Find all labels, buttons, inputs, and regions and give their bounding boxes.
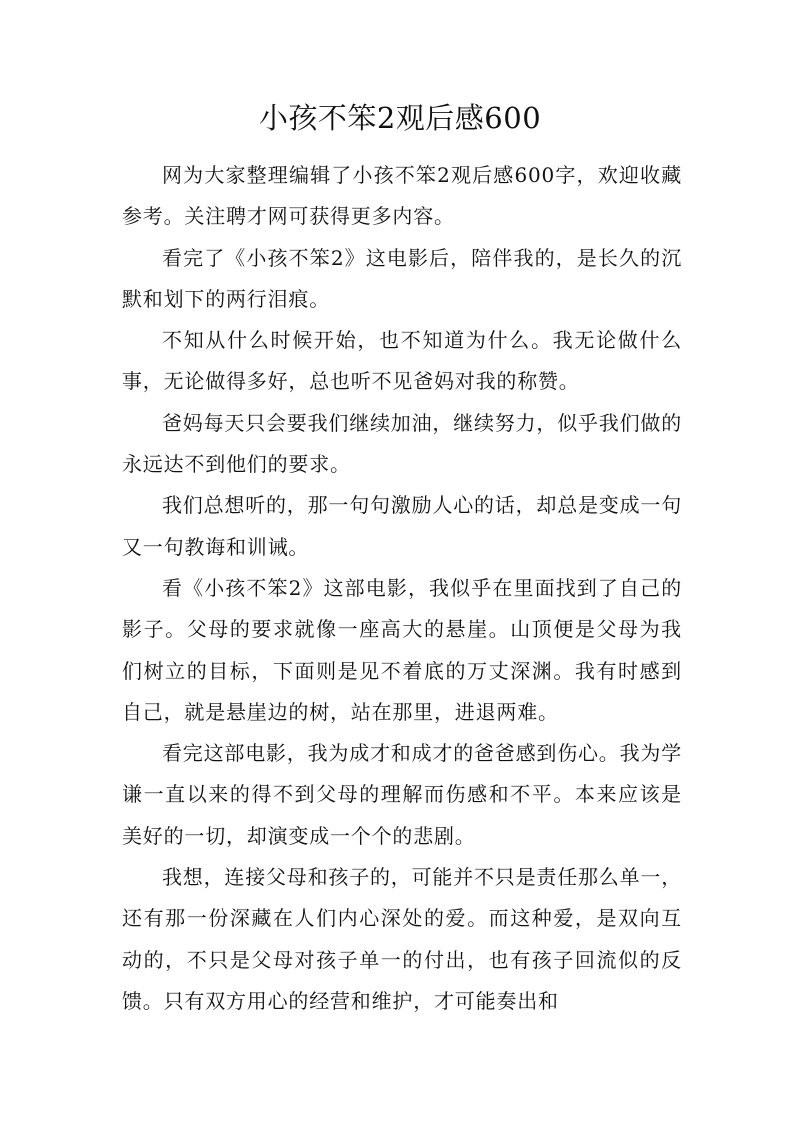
paragraph: 我想，连接父母和孩子的，可能并不只是责任那么单一，还有那一份深藏在人们内心深处的爱。而这种爱，是双向互动的，不只是父母对孩子单一的付出，也有孩子回流似的反馈。只有双方用心的经营和维护，才可能奏出和 [122, 865, 682, 1013]
paragraph: 看完这部电影，我为成才和成才的爸爸感到伤心。我为学谦一直以来的得不到父母的理解而伤感和不平。本来应该是美好的一切，却演变成一个个的悲剧。 [122, 741, 682, 848]
paragraph: 看《小孩不笨2》这部电影，我似乎在里面找到了自己的影子。父母的要求就像一座高大的悬崖。山顶便是父母为我们树立的目标，下面则是见不着底的万丈深渊。我有时感到自己，就是悬崖边的树，站在那里，进退两难。 [122, 575, 682, 724]
paragraph: 网为大家整理编辑了小孩不笨2观后感600字，欢迎收藏参考。关注聘才网可获得更多内容。 [122, 163, 682, 229]
document-title: 小孩不笨2观后感600 [258, 101, 542, 135]
paragraph: 爸妈每天只会要我们继续加油，继续努力，似乎我们做的永远达不到他们的要求。 [122, 410, 682, 477]
paragraph: 我们总想听的，那一句句激励人心的话，却总是变成一句又一句教诲和训诫。 [122, 493, 682, 559]
paragraph: 不知从什么时候开始，也不知道为什么。我无论做什么事，无论做得多好，总也听不见爸妈对我的称赞。 [122, 328, 682, 394]
document-body [122, 155, 682, 1022]
paragraph: 看完了《小孩不笨2》这电影后，陪伴我的，是长久的沉默和划下的两行泪痕。 [122, 245, 682, 311]
